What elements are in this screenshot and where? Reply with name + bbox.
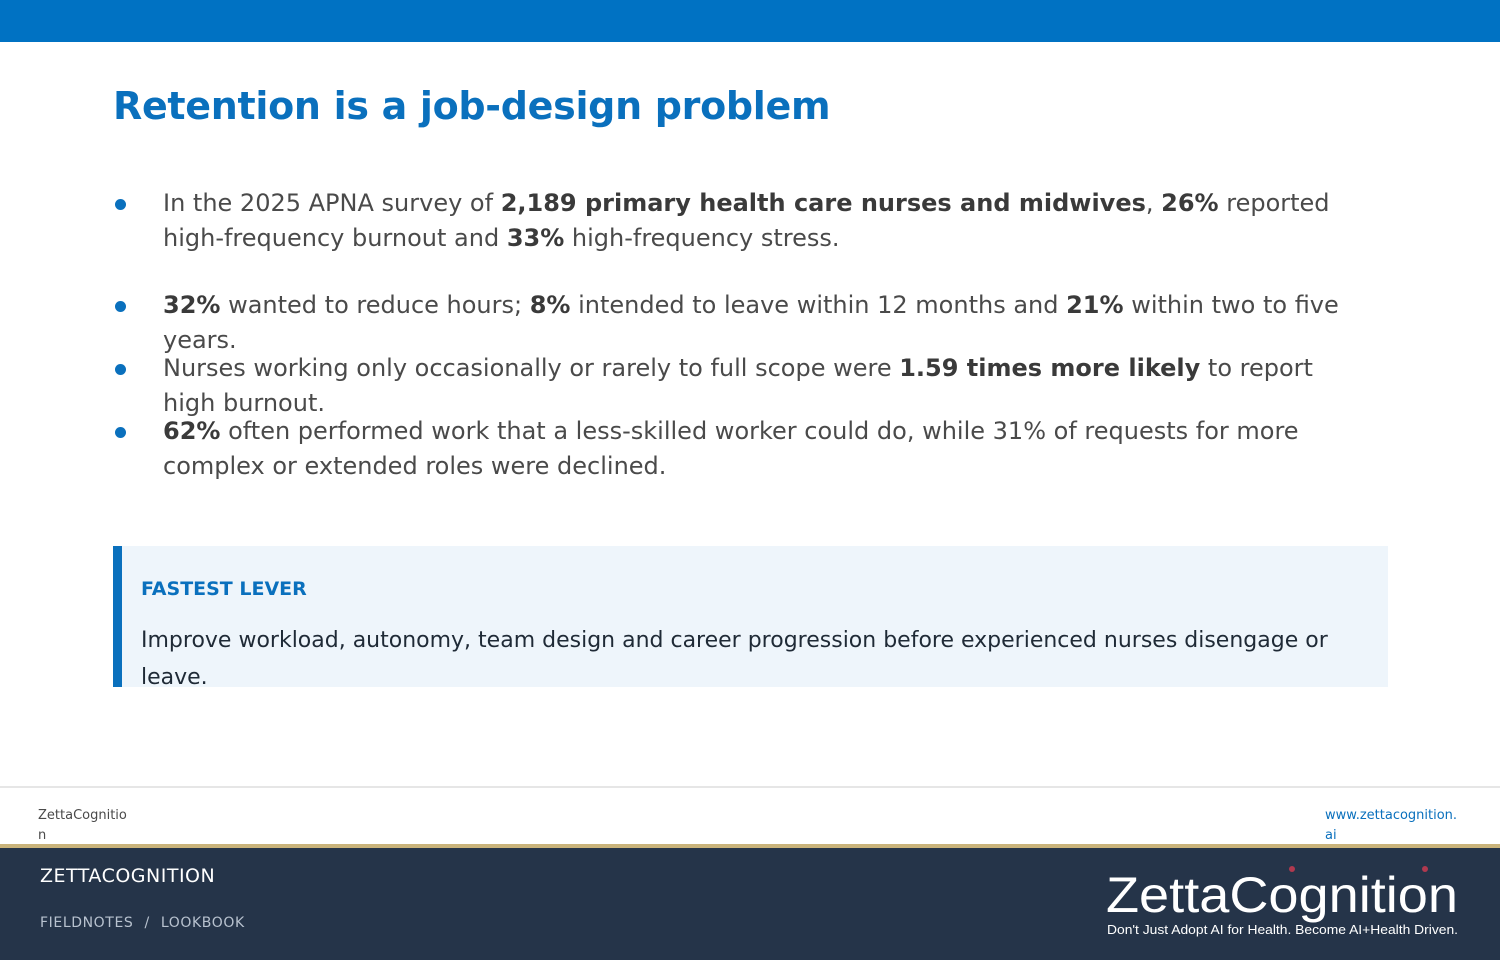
bullet-emphasis: 2,189 primary health care nurses and midwives bbox=[500, 189, 1146, 217]
bullet-emphasis: 26% bbox=[1161, 189, 1219, 217]
bullet-emphasis: 21% bbox=[1066, 291, 1124, 319]
logo-tagline: Don't Just Adopt AI for Health. Become AI+Health Driven. bbox=[1107, 922, 1458, 937]
breadcrumb-separator: / bbox=[144, 915, 150, 931]
bullet-run: high-frequency stress. bbox=[564, 224, 840, 252]
bullet-text bbox=[163, 351, 1363, 421]
bullet-run: intended to leave within 12 months and bbox=[570, 291, 1067, 319]
bullet-run: wanted to reduce hours; bbox=[220, 291, 530, 319]
brand-breadcrumb bbox=[40, 915, 245, 931]
bullet-text bbox=[163, 414, 1363, 484]
callout-label: FASTEST LEVER bbox=[141, 578, 307, 600]
bullet-text bbox=[163, 288, 1363, 358]
bullet-dot-icon bbox=[115, 427, 126, 438]
breadcrumb-lookbook: LOOKBOOK bbox=[160, 915, 245, 931]
zettacognition-logo bbox=[1100, 862, 1470, 942]
bullet-emphasis: 1.59 times more likely bbox=[899, 354, 1201, 382]
bullet-run: Nurses working only occasionally or rarely to full scope were bbox=[163, 354, 900, 382]
callout-box bbox=[113, 546, 1388, 687]
top-accent-bar bbox=[0, 0, 1500, 42]
bullet-dot-icon bbox=[115, 364, 126, 375]
bullet-emphasis: 62% bbox=[163, 417, 221, 445]
footer-website-link[interactable]: www.zettacognition.ai bbox=[1325, 808, 1458, 843]
brand-name: ZETTACOGNITION bbox=[40, 865, 216, 887]
bullet-run: reported high-frequency burnout and bbox=[163, 189, 1330, 252]
bullet-emphasis: 33% bbox=[506, 224, 565, 252]
bullet-run: In the 2025 APNA survey of bbox=[163, 189, 501, 217]
bullet-dot-icon bbox=[115, 199, 126, 210]
bullet-text bbox=[163, 186, 1363, 256]
footer-divider bbox=[0, 786, 1500, 788]
footer-company-name: ZettaCognition bbox=[38, 808, 127, 843]
breadcrumb-fieldnotes: FIELDNOTES bbox=[40, 915, 134, 931]
bullet-run: , bbox=[1145, 189, 1162, 217]
bullet-run: within two to five years. bbox=[163, 291, 1339, 354]
bullet-emphasis: 8% bbox=[529, 291, 571, 319]
slide-title: Retention is a job-design problem bbox=[113, 84, 831, 128]
logo-wordmark: ZettaCognition bbox=[1106, 867, 1458, 923]
callout-text: Improve workload, autonomy, team design and career progression before experienced nurses disengage or leave. bbox=[141, 628, 1328, 687]
bullet-dot-icon bbox=[115, 301, 126, 312]
bullet-run: often performed work that a less-skilled worker could do, while 31% of requests for more complex or extended roles were declined. bbox=[163, 417, 1299, 480]
bullet-emphasis: 32% bbox=[163, 291, 221, 319]
bullet-run: to report high burnout. bbox=[163, 354, 1313, 417]
